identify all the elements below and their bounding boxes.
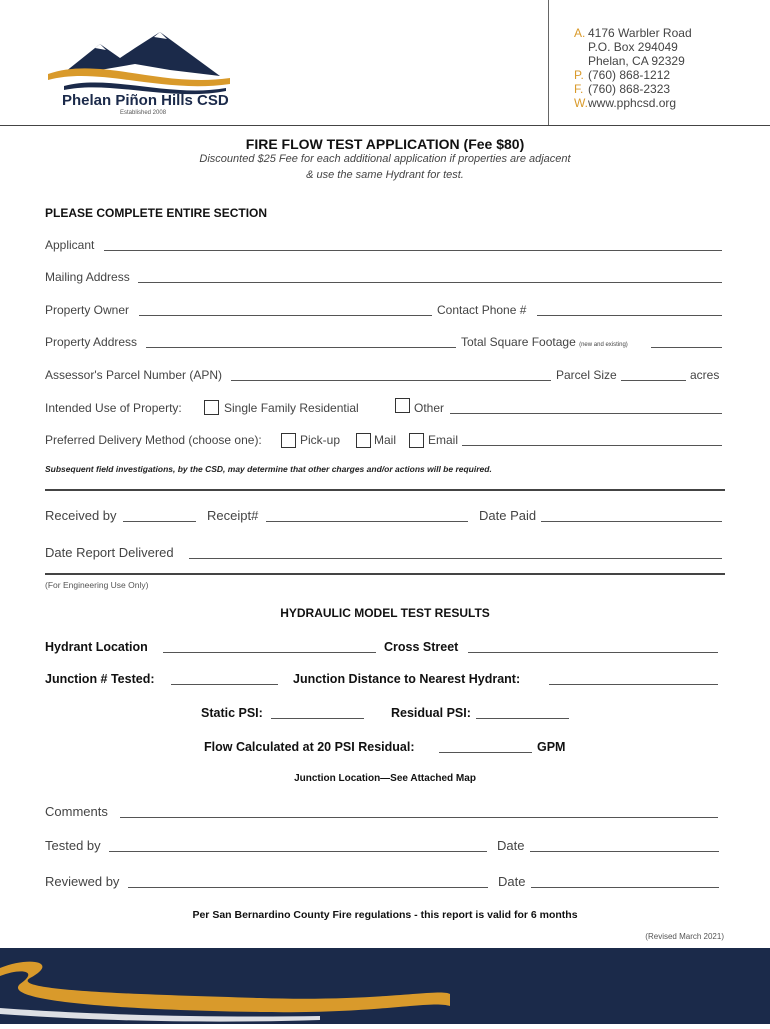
cross-street-field[interactable] (468, 652, 718, 653)
other-label: Other (414, 401, 445, 415)
validity-note: Per San Bernardino County Fire regulations - this report is valid for 6 months (192, 909, 578, 921)
junction-distance-label: Junction Distance to Nearest Hydrant: (293, 672, 521, 686)
hydrant-location-label: Hydrant Location (45, 640, 148, 654)
footer-swoosh-icon (0, 948, 770, 1024)
junction-distance-field[interactable] (549, 684, 718, 685)
email-label: Email (428, 433, 459, 447)
applicant-label: Applicant (45, 238, 95, 252)
date-paid-label: Date Paid (479, 508, 537, 523)
property-owner-field[interactable] (139, 315, 432, 316)
mountain-logo-icon (40, 26, 240, 96)
residual-psi-label: Residual PSI: (391, 706, 471, 720)
junction-tested-label: Junction # Tested: (45, 672, 155, 686)
gpm-label: GPM (537, 740, 566, 754)
pickup-checkbox[interactable] (281, 433, 296, 448)
total-square-footage-field[interactable] (651, 347, 722, 348)
property-address-label: Property Address (45, 335, 138, 349)
junction-tested-field[interactable] (171, 684, 278, 685)
apn-label: Assessor's Parcel Number (APN) (45, 368, 222, 382)
form-title: FIRE FLOW TEST APPLICATION (Fee $80) (245, 136, 525, 152)
reviewed-by-label: Reviewed by (45, 874, 120, 889)
date-paid-field[interactable] (541, 521, 722, 522)
tested-date-label: Date (497, 838, 525, 853)
total-square-footage-label: Total Square Footage (new and existing) (461, 335, 628, 349)
results-heading: HYDRAULIC MODEL TEST RESULTS (280, 606, 490, 620)
logo-established: Established 2008 (120, 110, 167, 116)
subtitle-line-1: Discounted $25 Fee for each additional application if properties are adjacent (199, 153, 571, 165)
date-report-delivered-label: Date Report Delivered (45, 545, 174, 560)
logo (40, 26, 240, 121)
parcel-size-field[interactable] (621, 380, 686, 381)
flow-calculated-label: Flow Calculated at 20 PSI Residual: (204, 740, 415, 754)
logo-name: Phelan Piñon Hills CSD (62, 92, 229, 109)
reviewed-date-field[interactable] (531, 887, 719, 888)
property-owner-label: Property Owner (45, 303, 130, 317)
intended-use-label: Intended Use of Property: (45, 401, 182, 415)
residual-psi-field[interactable] (476, 718, 569, 719)
comments-field[interactable] (120, 817, 718, 818)
single-family-checkbox[interactable] (204, 400, 219, 415)
website-line: W.www.pphcsd.org (574, 96, 677, 110)
hydrant-location-field[interactable] (163, 652, 376, 653)
junction-location-note: Junction Location—See Attached Map (294, 773, 476, 784)
mailing-address-label: Mailing Address (45, 270, 130, 284)
received-by-label: Received by (45, 508, 117, 523)
other-checkbox[interactable] (395, 398, 410, 413)
delivery-method-label: Preferred Delivery Method (choose one): (45, 433, 262, 447)
static-psi-label: Static PSI: (201, 706, 263, 720)
date-report-delivered-field[interactable] (189, 558, 722, 559)
comments-label: Comments (45, 804, 108, 819)
flow-calculated-field[interactable] (439, 752, 532, 753)
single-family-label: Single Family Residential (224, 401, 359, 415)
contact-phone-label: Contact Phone # (437, 303, 527, 317)
acres-label: acres (690, 368, 720, 382)
section-divider (45, 489, 725, 491)
phone-line: P. (760) 868-1212 (574, 68, 671, 82)
address-line: Phelan, CA 92329 (588, 54, 685, 68)
section-heading: PLEASE COMPLETE ENTIRE SECTION (45, 206, 268, 220)
applicant-field[interactable] (104, 250, 722, 251)
cross-street-label: Cross Street (384, 640, 459, 654)
fax-line: F. (760) 868-2323 (574, 82, 671, 96)
parcel-size-label: Parcel Size (556, 368, 617, 382)
contact-phone-field[interactable] (537, 315, 722, 316)
header-divider-vertical (548, 0, 549, 125)
mailing-address-field[interactable] (138, 282, 722, 283)
email-field[interactable] (462, 445, 722, 446)
tested-date-field[interactable] (530, 851, 719, 852)
received-by-field[interactable] (123, 521, 196, 522)
property-address-field[interactable] (146, 347, 456, 348)
reviewed-by-field[interactable] (128, 887, 488, 888)
subtitle-line-2: & use the same Hydrant for test. (306, 169, 464, 181)
apn-field[interactable] (231, 380, 551, 381)
mail-checkbox[interactable] (356, 433, 371, 448)
footer-band (0, 948, 770, 1024)
other-field[interactable] (450, 413, 722, 414)
tested-by-field[interactable] (109, 851, 487, 852)
engineering-use-label: (For Engineering Use Only) (45, 580, 149, 590)
revised-note: (Revised March 2021) (645, 932, 724, 941)
address-line: P.O. Box 294049 (588, 40, 678, 54)
reviewed-date-label: Date (498, 874, 526, 889)
address-line: A. 4176 Warbler Road (574, 26, 692, 40)
mail-label: Mail (374, 433, 397, 447)
header-divider (0, 125, 770, 126)
section-divider-2 (45, 573, 725, 575)
pickup-label: Pick-up (300, 433, 341, 447)
tested-by-label: Tested by (45, 838, 101, 853)
receipt-label: Receipt# (207, 508, 259, 523)
receipt-field[interactable] (266, 521, 468, 522)
static-psi-field[interactable] (271, 718, 364, 719)
email-checkbox[interactable] (409, 433, 424, 448)
notice-text: Subsequent field investigations, by the CSD, may determine that other charges and/or actions will be required. (45, 464, 492, 474)
